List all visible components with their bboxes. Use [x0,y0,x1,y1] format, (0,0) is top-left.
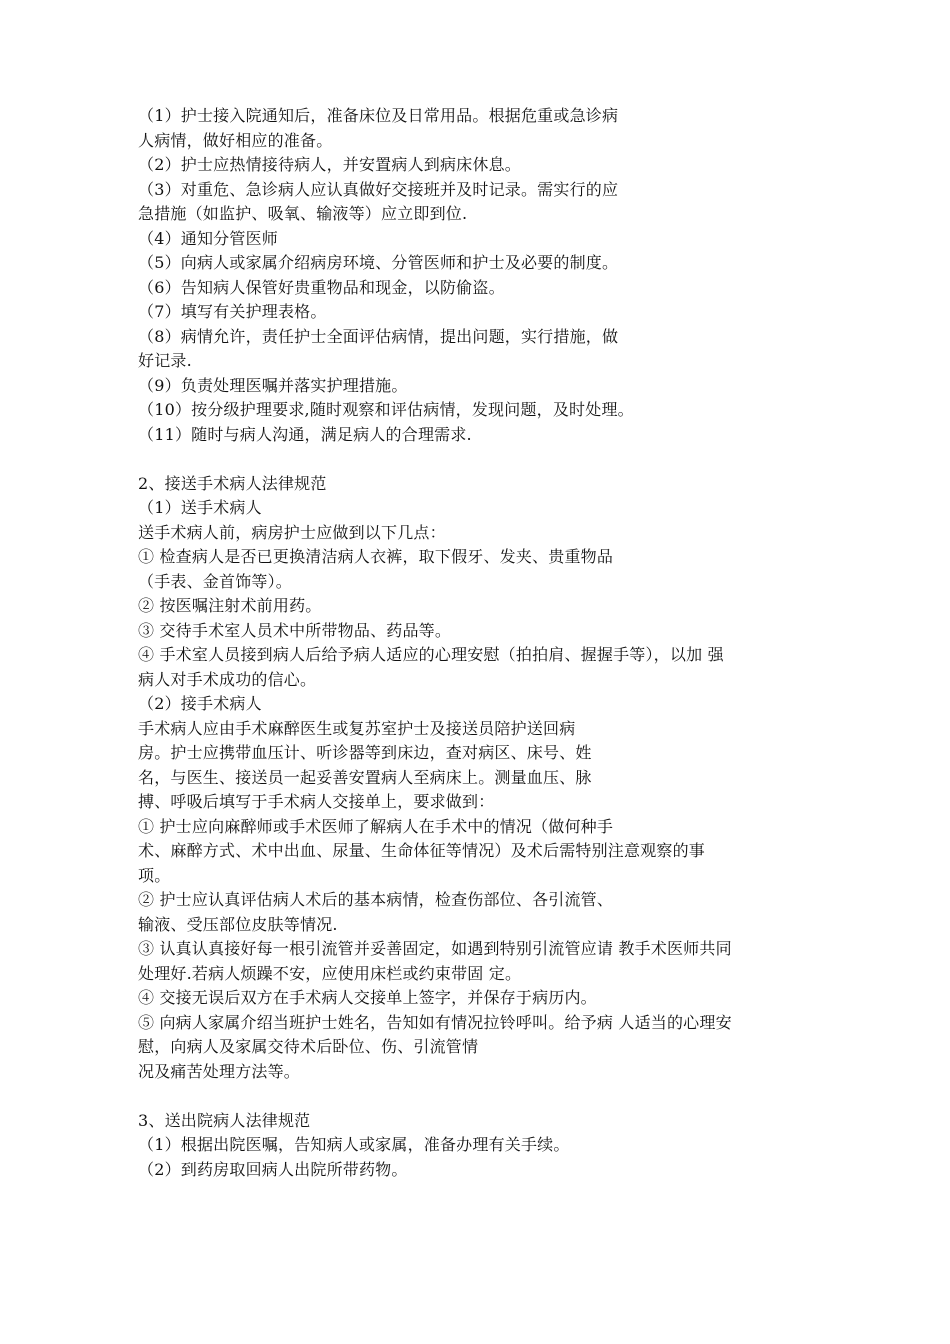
text-line: ① 护士应向麻醉师或手术医师了解病人在手术中的情况（做何种手 [138,816,614,836]
text-line: ③ 认真认真接好每一根引流管并妥善固定，如遇到特别引流管应请 教手术医师共同 [138,939,732,958]
text-line: 处理好.若病人烦躁不安，应使用床栏或约束带固 定。 [138,963,522,983]
text-line: ② 按医嘱注射术前用药。 [138,596,322,615]
text-line: 2、接送手术病人法律规范 [138,473,327,493]
text-line: （1）护士接入院通知后，准备床位及日常用品。根据危重或急诊病 [138,106,619,125]
text-line: （3）对重危、急诊病人应认真做好交接班并及时记录。需实行的应 [138,179,619,199]
blank-line [138,1084,828,1109]
text-line: 病人对手术成功的信心。 [138,669,317,689]
text-line: （2）到药房取回病人出院所带药物。 [138,1159,408,1179]
text-line: ① 检查病人是否已更换清洁病人衣裤，取下假牙、发夹、贵重物品 [138,547,614,566]
document-body [138,104,828,1182]
text-line: （2）护士应热情接待病人，并安置病人到病床休息。 [138,155,521,174]
text-line: ⑤ 向病人家属介绍当班护士姓名，告知如有情况拉铃呼叫。给予病 人适当的心理安 [138,1012,732,1032]
text-line: （10）按分级护理要求,随时观察和评估病情，发现问题，及时处理。 [138,400,634,419]
text-line: 况及痛苦处理方法等。 [138,1061,301,1081]
text-line: 项。 [138,865,171,885]
text-line: 急措施（如监护、吸氧、输液等）应立即到位. [138,204,468,223]
text-line: （9）负责处理医嘱并落实护理措施。 [138,375,408,395]
text-line: ② 护士应认真评估病人术后的基本病情，检查伤部位、各引流管、 [138,890,614,909]
text-line: ④ 交接无误后双方在手术病人交接单上签字，并保存于病历内。 [138,988,597,1007]
text-line: （手表、金首饰等）。 [138,571,293,591]
text-line: 慰，向病人及家属交待术后卧位、伤、引流管情 [138,1037,479,1056]
text-line: 输液、受压部位皮肤等情况. [138,914,338,934]
text-line: （4）通知分管医师 [138,228,278,248]
text-line: 术、麻醉方式、术中出血、尿量、生命体征等情况）及术后需特别注意观察的事 [138,841,706,860]
blank-line [138,447,828,472]
text-line: 房。护士应携带血压计、听诊器等到床边，查对病区、床号、姓 [138,743,592,762]
text-line: （8）病情允许，责任护士全面评估病情，提出问题，实行措施，做 [138,326,619,346]
text-line: 人病情，做好相应的准备。 [138,130,333,150]
text-line: ③ 交待手术室人员术中所带物品、药品等。 [138,620,452,640]
text-line: （1）送手术病人 [138,498,262,517]
text-line: 送手术病人前，病房护士应做到以下几点： [138,522,446,542]
text-line: （5）向病人或家属介绍病房环境、分管医师和护士及必要的制度。 [138,253,619,272]
text-line: （11）随时与病人沟通，满足病人的合理需求. [138,424,472,444]
text-line: （1）根据出院医嘱，告知病人或家属，准备办理有关手续。 [138,1135,570,1154]
text-line: 手术病人应由手术麻醉医生或复苏室护士及接送员陪护送回病 [138,718,576,738]
text-line: 好记录. [138,351,192,370]
text-line: （2）接手术病人 [138,694,262,713]
text-line: （7）填写有关护理表格。 [138,302,327,321]
text-line: ④ 手术室人员接到病人后给予病人适应的心理安慰（拍拍肩、握握手等），以加 强 [138,645,724,664]
text-line: 名，与医生、接送员一起妥善安置病人至病床上。测量血压、脉 [138,767,592,787]
text-line: 搏、呼吸后填写于手术病人交接单上，要求做到： [138,792,495,811]
text-line: （6）告知病人保管好贵重物品和现金，以防偷盗。 [138,277,505,297]
text-line: 3、送出院病人法律规范 [138,1110,311,1130]
